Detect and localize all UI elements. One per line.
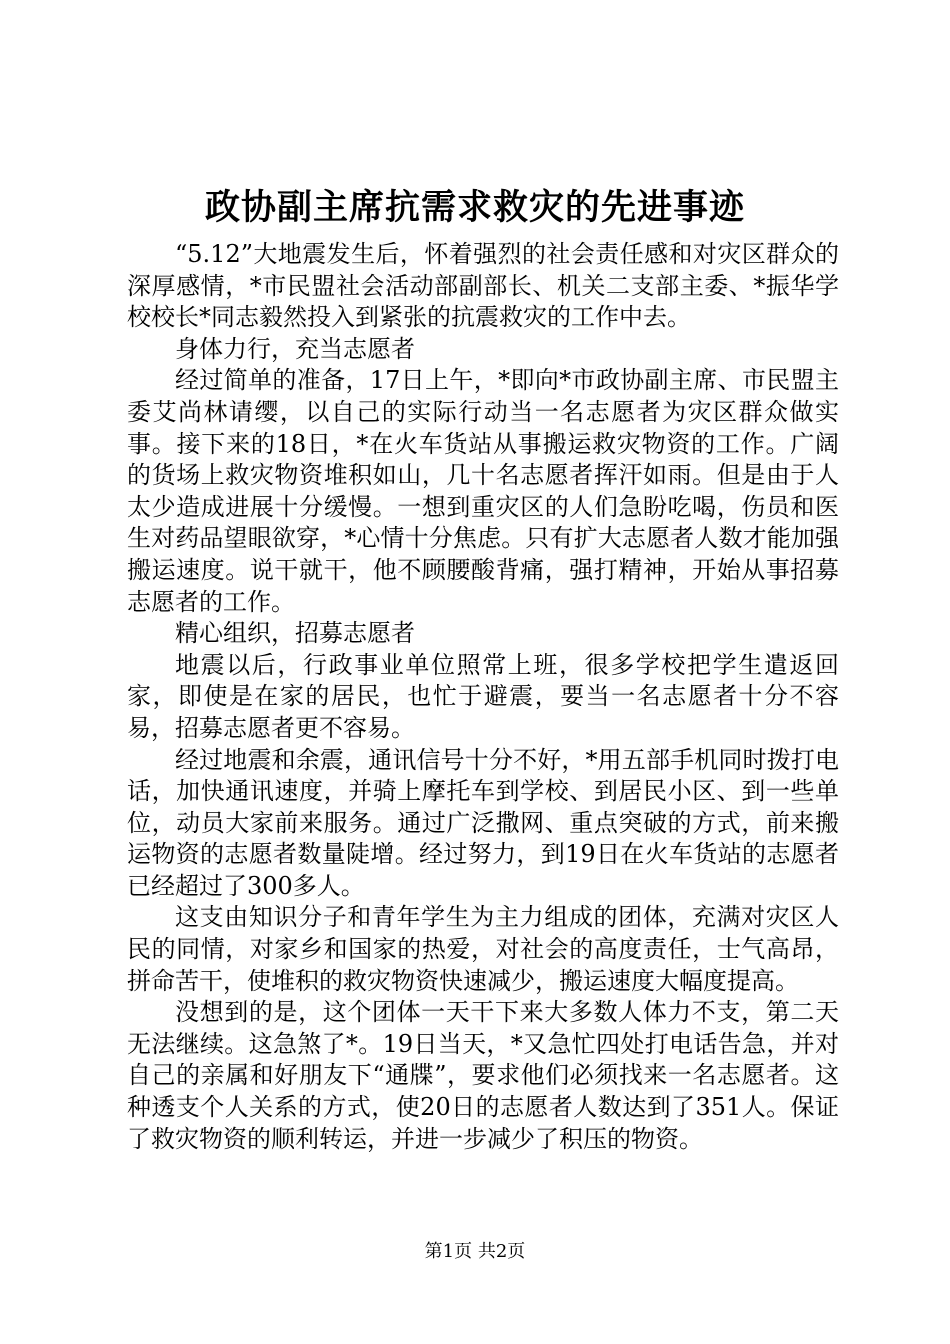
document-title: 政协副主席抗需求救灾的先进事迹 [204,187,745,228]
page-number-footer: 第1页 共2页 [424,1241,526,1262]
paragraph-team-spirit: 这支由知识分子和青年学生为主力组成的团体，充满对灾区人民的同情，对家乡和国家的热爱，对社会的高度责任，士气高昂，拼命苦干，使堆积的救灾物资快速减少，搬运速度大幅度提高。 [127,903,839,995]
section-heading-volunteer: 身体力行，充当志愿者 [175,334,415,363]
section-heading-recruit: 精心组织，招募志愿者 [175,619,415,648]
paragraph-recruit-effort: 经过地震和余震，通讯信号十分不好，*用五部手机同时拨打电话，加快通讯速度，并骑上摩托车到学校、到居民小区、到一些单位，动员大家前来服务。通过广泛撒网、重点突破的方式，前来搬运物资的志愿者数量陡增。经过努力，到19日在火车货站的志愿者已经超过了300多人。 [127,745,839,900]
document-body [127,239,839,1155]
paragraph-volunteer-work: 经过简单的准备，17日上午，*即向*市政协副主席、市民盟主委艾尚林请缨，以自己的实际行动当一名志愿者为灾区群众做实事。接下来的18日，*在火车货站从事搬运救灾物资的工作。广阔的货场上救灾物资堆积如山，几十名志愿者挥汗如雨。但是由于人太少造成进展十分缓慢。一想到重灾区的人们急盼吃喝，伤员和医生对药品望眼欲穿，*心情十分焦虑。只有扩大志愿者人数才能加强搬运速度。说干就干，他不顾腰酸背痛，强打精神，开始从事招募志愿者的工作。 [127,366,839,616]
paragraph-second-day: 没想到的是，这个团体一天干下来大多数人体力不支，第二天无法继续。这急煞了*。19日当天，*又急忙四处打电话告急，并对自己的亲属和好朋友下“通牒”，要求他们必须找来一名志愿者。这种透支个人关系的方式，使20日的志愿者人数达到了351人。保证了救灾物资的顺利转运，并进一步减少了积压的物资。 [127,998,839,1153]
paragraph-recruit-difficulty: 地震以后，行政事业单位照常上班，很多学校把学生遣返回家，即使是在家的居民，也忙于避震，要当一名志愿者十分不容易，招募志愿者更不容易。 [127,650,839,742]
paragraph-intro: “5.12”大地震发生后，怀着强烈的社会责任感和对灾区群众的深厚感情，*市民盟社会活动部副部长、机关二支部主委、*振华学校校长*同志毅然投入到紧张的抗震救灾的工作中去。 [127,240,839,332]
